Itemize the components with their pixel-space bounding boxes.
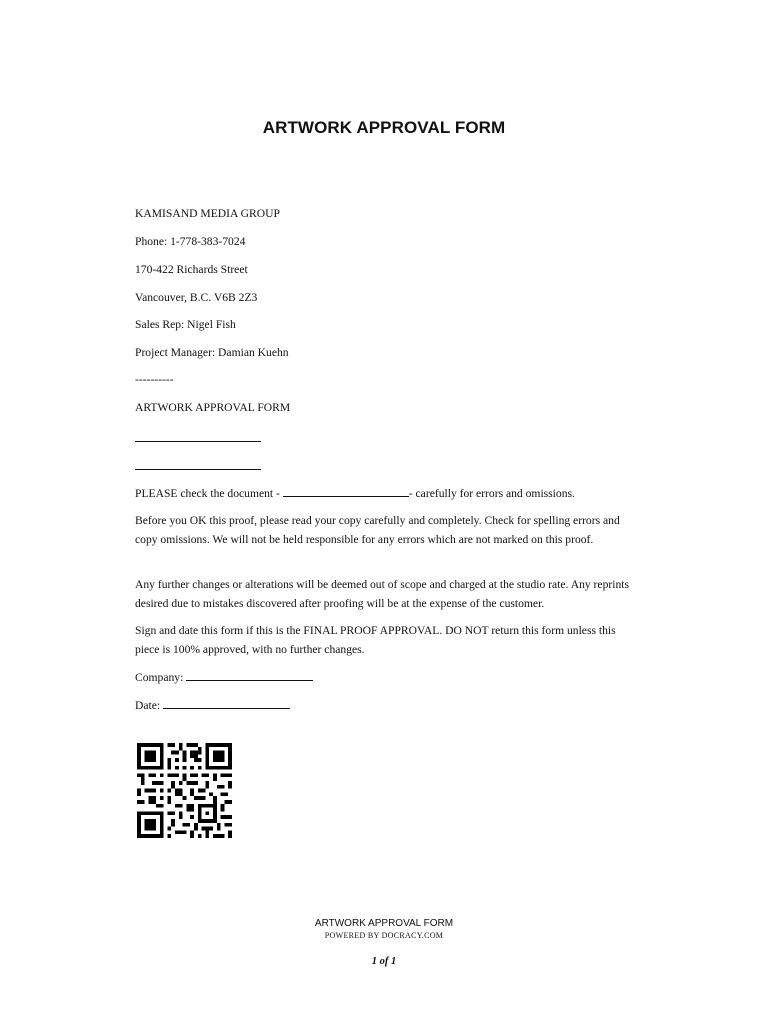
company-blank [186,669,313,681]
document-title: ARTWORK APPROVAL FORM [262,118,506,137]
sales-rep-line: Sales Rep: Nigel Fish [135,318,236,331]
check-suffix: - carefully for errors and omissions. [408,487,575,500]
company-name: KAMISAND MEDIA GROUP [135,207,280,220]
address-line-2: Vancouver, B.C. V6B 2Z3 [135,291,258,304]
paragraph-proof-check: Before you OK this proof, please read your copy carefully and completely. Check for spelling errors and copy omissions. We will not be held responsible for any errors which are not marked on this proof. [135,514,620,546]
blank-line-2 [135,458,261,473]
project-manager-line: Project Manager: Damian Kuehn [135,346,289,359]
company-signature-line [135,669,313,684]
check-prefix: PLEASE check the document - [135,487,283,500]
address-line-1: 170-422 Richards Street [135,263,248,276]
qr-code-icon [137,743,232,838]
page-number: 1 of 1 [371,956,397,967]
footer-title: ARTWORK APPROVAL FORM [314,918,454,929]
document-name-blank [283,485,409,497]
section-heading: ARTWORK APPROVAL FORM [135,401,291,414]
date-blank [163,697,290,709]
footer-powered-by: POWERED BY DOCRACY.COM [324,931,444,940]
phone-line: Phone: 1-778-383-7024 [135,235,246,248]
paragraph-changes: Any further changes or alterations will be deemed out of scope and charged at the studio rate. Any reprints desired due to mistakes discovered after proofing will be at the expense of the customer. [135,578,629,610]
paragraph-final-approval: Sign and date this form if this is the FINAL PROOF APPROVAL. DO NOT return this form unless this piece is 100% approved, with no further changes. [135,624,616,656]
separator-line: ---------- [135,373,174,386]
date-signature-line [135,697,290,712]
check-document-line [135,485,575,500]
date-label: Date: [135,699,164,712]
blank-line-1 [135,430,261,445]
company-label: Company: [135,671,187,684]
